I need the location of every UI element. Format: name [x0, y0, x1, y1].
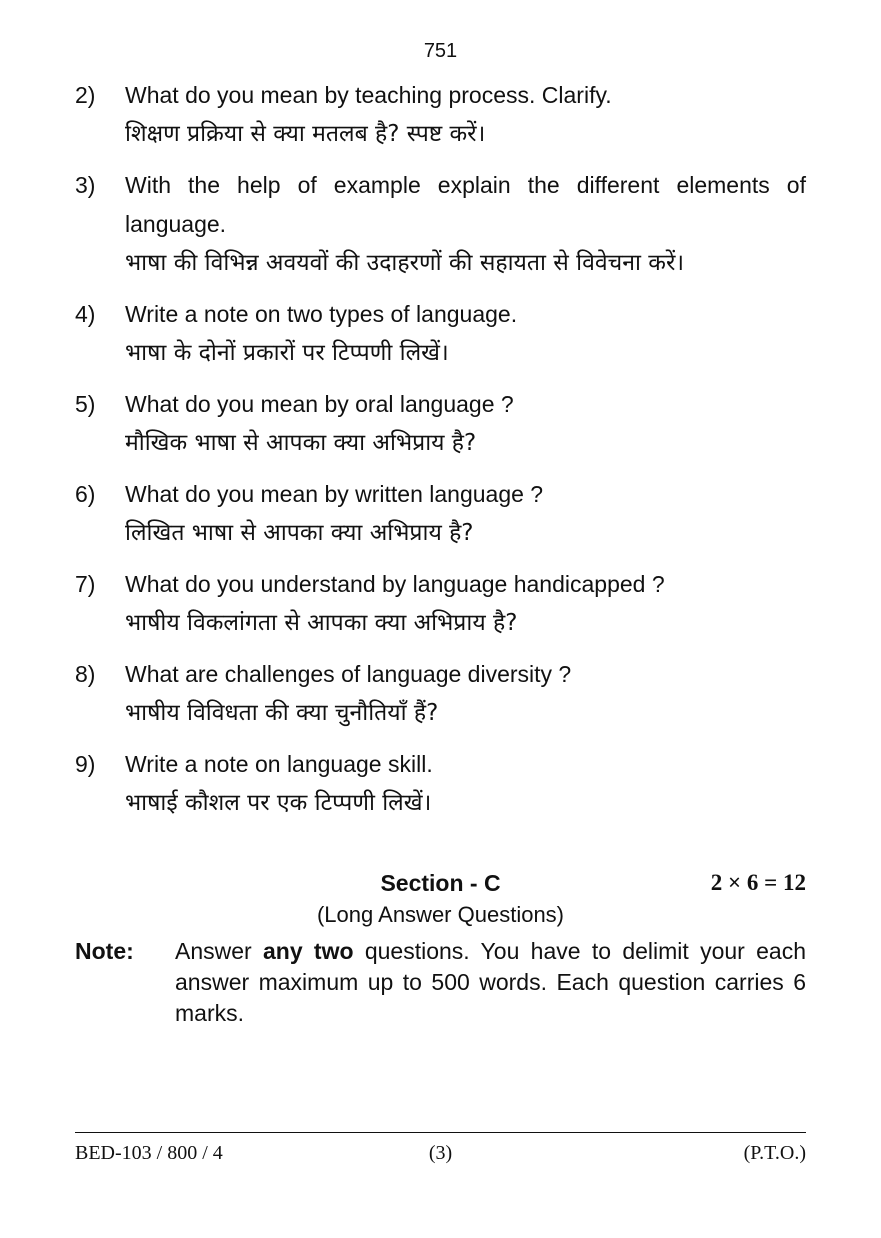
note-text-before: Answer — [175, 938, 263, 964]
section-title: Section - C — [380, 870, 501, 896]
question-hindi: भाषाई कौशल पर एक टिप्पणी लिखें। — [125, 790, 432, 816]
question-english: What do you mean by oral language ? — [125, 391, 514, 417]
question-number: 2) — [75, 82, 96, 108]
page-number: 751 — [423, 40, 458, 62]
question-item — [75, 385, 806, 463]
question-english: What do you understand by language handicapped ? — [125, 571, 665, 597]
footer-pto: (P.T.O.) — [743, 1142, 806, 1164]
question-english: Write a note on language skill. — [125, 751, 433, 777]
question-hindi: शिक्षण प्रक्रिया से क्या मतलब है? स्पष्ट करें। — [125, 121, 486, 147]
question-item — [75, 475, 806, 553]
note-text-after: questions. You have to delimit your each answer maximum up to 500 words. Each question carries 6 marks. — [175, 938, 806, 1026]
question-english: Write a note on two types of language. — [125, 301, 518, 327]
note — [75, 936, 806, 1029]
question-number: 3) — [75, 172, 96, 198]
question-number: 9) — [75, 751, 96, 777]
question-number: 5) — [75, 391, 96, 417]
footer-divider — [75, 1132, 806, 1133]
question-number: 6) — [75, 481, 96, 507]
question-list — [75, 76, 806, 835]
question-hindi: भाषा के दोनों प्रकारों पर टिप्पणी लिखें। — [125, 340, 449, 366]
question-hindi: मौखिक भाषा से आपका क्या अभिप्राय है? — [125, 430, 477, 456]
question-item — [75, 745, 806, 823]
question-item — [75, 655, 806, 733]
question-english: What are challenges of language diversity ? — [125, 661, 572, 687]
question-english: What do you mean by written language ? — [125, 481, 544, 507]
footer-page: (3) — [428, 1142, 453, 1164]
section-marks: 2 × 6 = 12 — [710, 870, 806, 895]
question-english: What do you mean by teaching process. Clarify. — [125, 82, 612, 108]
question-item — [75, 295, 806, 373]
question-hindi: भाषा की विभिन्न अवयवों की उदाहरणों की सहायता से विवेचना करें। — [125, 250, 685, 276]
question-item — [75, 565, 806, 643]
question-number: 7) — [75, 571, 96, 597]
footer — [75, 1142, 806, 1170]
question-hindi: लिखित भाषा से आपका क्या अभिप्राय है? — [125, 520, 474, 546]
section-c — [75, 866, 806, 1029]
note-text-bold: any two — [263, 938, 354, 964]
question-english: With the help of example explain the different elements of language. — [125, 172, 806, 237]
question-number: 8) — [75, 661, 96, 687]
note-label: Note: — [75, 938, 134, 964]
note-text — [175, 936, 806, 1029]
question-number: 4) — [75, 301, 96, 327]
question-item — [75, 76, 806, 154]
question-item — [75, 166, 806, 283]
question-hindi: भाषीय विविधता की क्या चुनौतियाँ हैं? — [125, 700, 439, 726]
footer-paper-code: BED-103 / 800 / 4 — [75, 1142, 223, 1164]
section-subtitle: (Long Answer Questions) — [316, 902, 565, 927]
question-hindi: भाषीय विकलांगता से आपका क्या अभिप्राय है? — [125, 610, 518, 636]
